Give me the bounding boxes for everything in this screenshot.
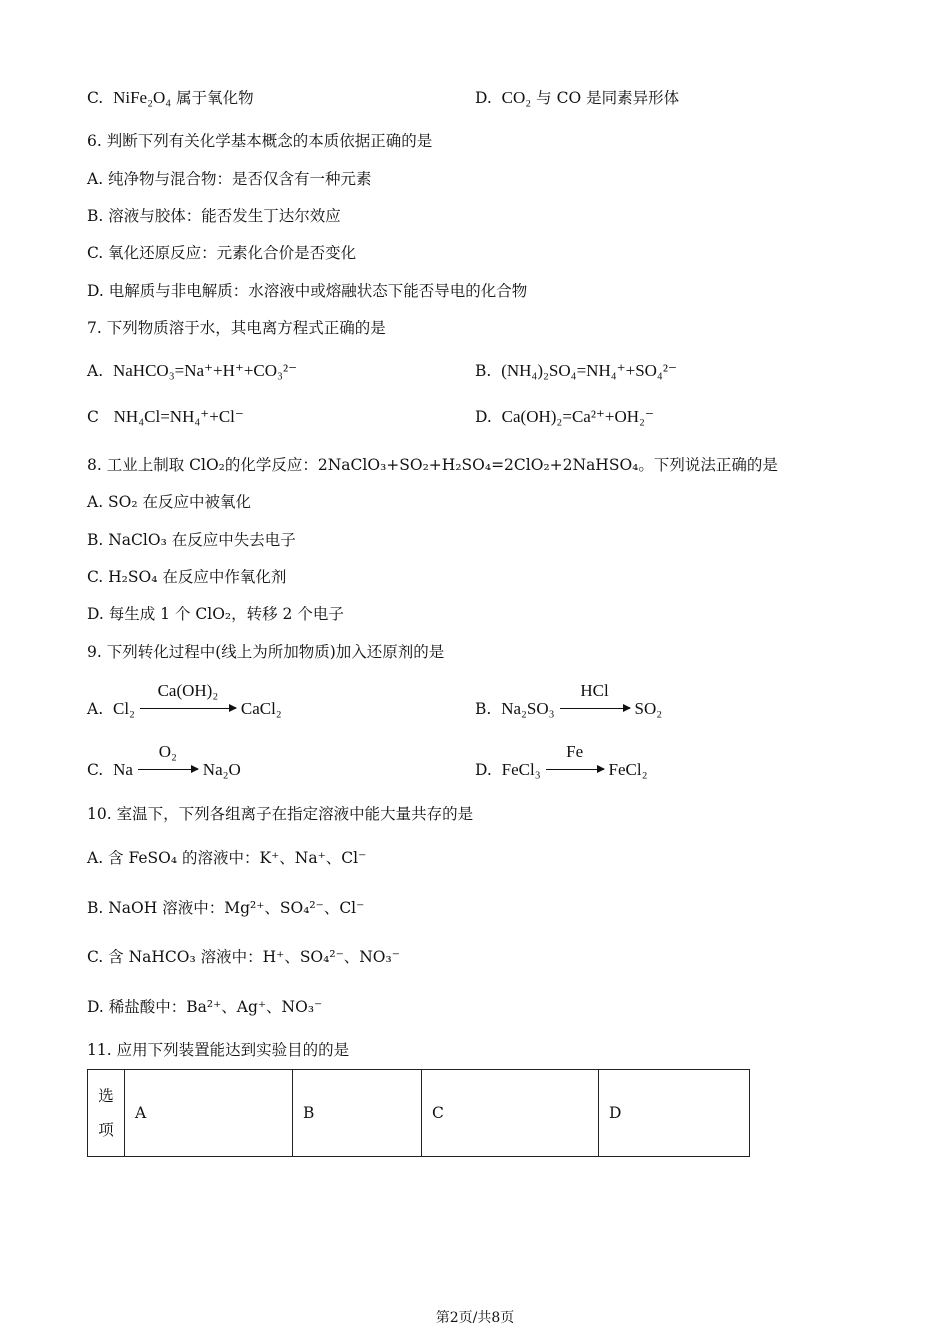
q7-a-equation: NaHCO₃=Na⁺+H⁺+CO₃²⁻ xyxy=(112,361,298,380)
q6-option-c: C. 氧化还原反应：元素化合价是否变化 xyxy=(87,244,357,262)
q10-option-d: D. 稀盐酸中：Ba²⁺、Ag⁺、NO₃⁻ xyxy=(87,998,323,1016)
table-header-cell: D xyxy=(599,1070,750,1157)
q11-options-table xyxy=(87,1069,750,1157)
q6-stem: 6. 判断下列有关化学基本概念的本质依据正确的是 xyxy=(87,132,433,150)
arrow-reagent: HCl xyxy=(580,681,609,700)
q8-stem: 8. 工业上制取 ClO₂的化学反应：2NaClO₃+SO₂+H₂SO₄=2ClO₂+2NaHSO₄。下列说法正确的是 xyxy=(87,456,778,474)
q8-option-c: C. H₂SO₄ 在反应中作氧化剂 xyxy=(87,568,287,586)
table-header-cell: A xyxy=(125,1070,293,1157)
q10-option-b: B. NaOH 溶液中：Mg²⁺、SO₄²⁻、Cl⁻ xyxy=(87,899,365,917)
reaction-arrow xyxy=(560,681,630,714)
page-footer: 第2页/共8页 xyxy=(435,1310,515,1326)
q10-option-a: A. 含 FeSO₄ 的溶液中：K⁺、Na⁺、Cl⁻ xyxy=(87,849,367,867)
arrow-reagent: O₂ xyxy=(158,742,177,761)
reaction-arrow xyxy=(546,742,604,775)
reaction-arrow xyxy=(138,742,198,775)
q8-option-b: B. NaClO₃ 在反应中失去电子 xyxy=(87,531,296,549)
q5-c-formula: NiFe₂O₄ xyxy=(113,88,172,107)
arrow-reagent: Ca(OH)₂ xyxy=(157,681,219,700)
q11-stem: 11. 应用下列装置能达到实验目的的是 xyxy=(87,1041,350,1059)
q8-option-a: A. SO₂ 在反应中被氧化 xyxy=(87,493,252,511)
table-header-cell: B xyxy=(293,1070,422,1157)
q7-option-a: A. NaHCO₃=Na⁺+H⁺+CO₃²⁻ xyxy=(87,361,298,380)
q9-option-a: A. Cl₂ Ca(OH)₂ CaCl₂ xyxy=(87,681,282,718)
q6-option-b: B. 溶液与胶体：能否发生丁达尔效应 xyxy=(87,207,341,225)
table-header-cell: C xyxy=(422,1070,599,1157)
q7-option-d: D. Ca(OH)₂=Ca²⁺+OH₂⁻ xyxy=(475,407,654,426)
arrow-reagent: Fe xyxy=(566,742,584,761)
q9-option-d: D. FeCl₃ Fe FeCl₂ xyxy=(475,742,648,779)
q7-c-equation: NH₄Cl=NH₄⁺+Cl⁻ xyxy=(113,407,244,426)
reaction-arrow xyxy=(140,681,236,714)
q5-option-c: C. NiFe₂O₄ 属于氧化物 xyxy=(87,88,254,107)
q9-stem: 9. 下列转化过程中(线上为所加物质)加入还原剂的是 xyxy=(87,643,445,661)
q5-option-d: D. CO₂ 与 CO 是同素异形体 xyxy=(475,88,680,107)
q6-option-d: D. 电解质与非电解质：水溶液中或熔融状态下能否导电的化合物 xyxy=(87,282,528,300)
q9-option-b: B. Na₂SO₃ HCl SO₂ xyxy=(475,681,663,718)
q9-option-c: C. Na O₂ Na₂O xyxy=(87,742,241,779)
q5-d-formula: CO₂ xyxy=(501,88,532,107)
q7-stem: 7. 下列物质溶于水，其电离方程式正确的是 xyxy=(87,319,386,337)
q7-option-b: B. (NH₄)₂SO₄=NH₄⁺+SO₄²⁻ xyxy=(475,361,677,380)
q10-option-c: C. 含 NaHCO₃ 溶液中：H⁺、SO₄²⁻、NO₃⁻ xyxy=(87,948,400,966)
q7-option-c: C NH₄Cl=NH₄⁺+Cl⁻ xyxy=(87,407,244,426)
q7-d-equation: Ca(OH)₂=Ca²⁺+OH₂⁻ xyxy=(501,407,654,426)
q6-option-a: A. 纯净物与混合物：是否仅含有一种元素 xyxy=(87,170,372,188)
table-header-cell: 选项 xyxy=(88,1070,125,1157)
q8-option-d: D. 每生成 1 个 ClO₂，转移 2 个电子 xyxy=(87,605,344,623)
q7-b-equation: (NH₄)₂SO₄=NH₄⁺+SO₄²⁻ xyxy=(501,361,677,380)
q10-stem: 10. 室温下，下列各组离子在指定溶液中能大量共存的是 xyxy=(87,805,474,823)
